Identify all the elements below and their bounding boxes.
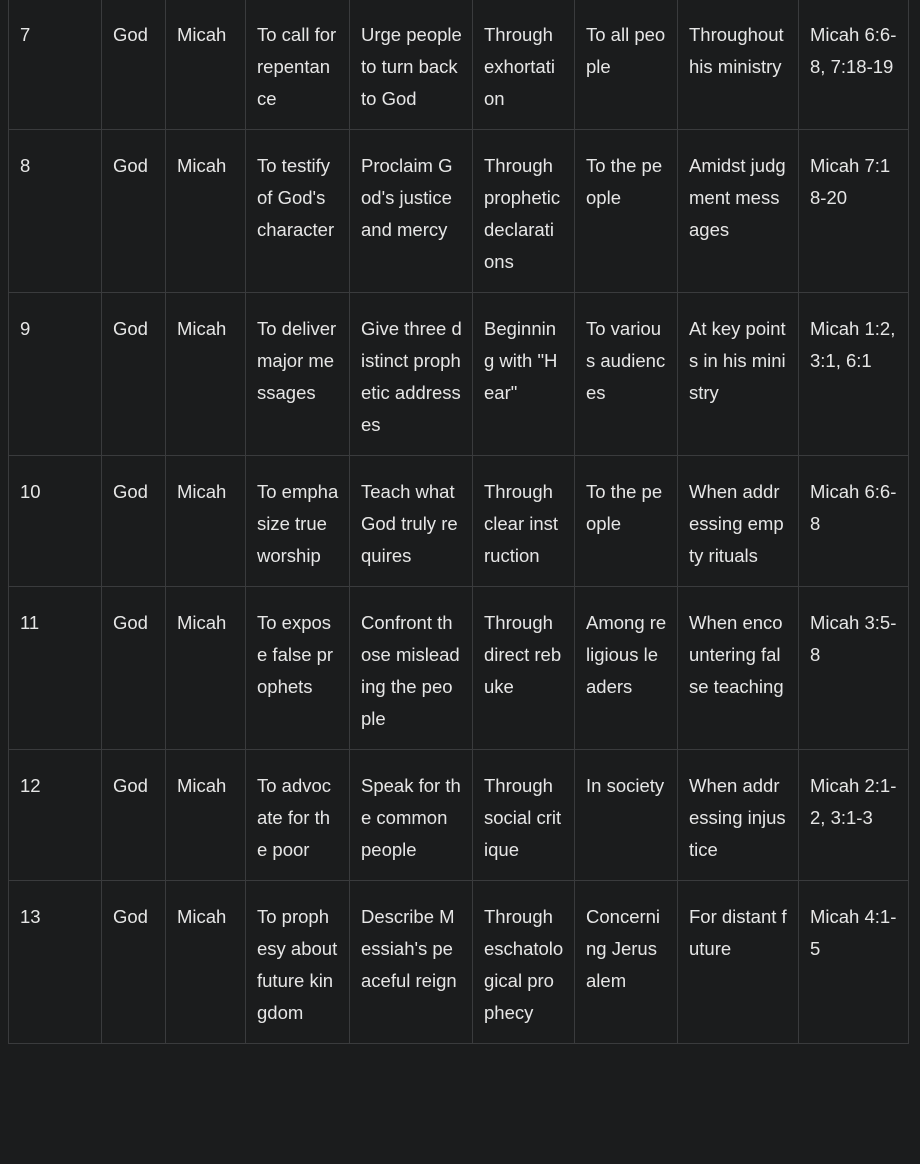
cell-method: Through social critique (473, 750, 575, 881)
cell-purpose: To expose false prophets (246, 587, 350, 750)
cell-method: Through direct rebuke (473, 587, 575, 750)
table-row (9, 750, 909, 881)
cell-number: 9 (9, 293, 102, 456)
cell-audience: Among religious leaders (575, 587, 678, 750)
table-row (9, 0, 909, 130)
cell-audience: In society (575, 750, 678, 881)
cell-purpose: To emphasize true worship (246, 456, 350, 587)
table-row (9, 587, 909, 750)
cell-action: Give three distinct prophetic addresses (350, 293, 473, 456)
cell-context: When addressing empty rituals (678, 456, 799, 587)
cell-agent: Micah (166, 881, 246, 1044)
cell-action: Confront those misleading the people (350, 587, 473, 750)
cell-audience: To the people (575, 456, 678, 587)
cell-number: 11 (9, 587, 102, 750)
cell-context: Throughout his ministry (678, 0, 799, 130)
cell-purpose: To call for repentance (246, 0, 350, 130)
table-body (9, 0, 909, 1044)
cell-sender: God (102, 750, 166, 881)
cell-action: Describe Messiah's peaceful reign (350, 881, 473, 1044)
cell-reference: Micah 3:5-8 (799, 587, 909, 750)
cell-agent: Micah (166, 0, 246, 130)
cell-context: At key points in his ministry (678, 293, 799, 456)
cell-audience: Concerning Jerusalem (575, 881, 678, 1044)
cell-number: 13 (9, 881, 102, 1044)
cell-agent: Micah (166, 130, 246, 293)
cell-context: For distant future (678, 881, 799, 1044)
cell-number: 8 (9, 130, 102, 293)
cell-agent: Micah (166, 750, 246, 881)
cell-sender: God (102, 881, 166, 1044)
cell-sender: God (102, 587, 166, 750)
cell-agent: Micah (166, 456, 246, 587)
cell-action: Urge people to turn back to God (350, 0, 473, 130)
cell-purpose: To advocate for the poor (246, 750, 350, 881)
cell-reference: Micah 7:18-20 (799, 130, 909, 293)
cell-audience: To various audiences (575, 293, 678, 456)
cell-action: Teach what God truly requires (350, 456, 473, 587)
table-row (9, 881, 909, 1044)
cell-purpose: To testify of God's character (246, 130, 350, 293)
cell-action: Speak for the common people (350, 750, 473, 881)
cell-method: Through exhortation (473, 0, 575, 130)
cell-purpose: To prophesy about future kingdom (246, 881, 350, 1044)
cell-context: When encountering false teaching (678, 587, 799, 750)
table-container (8, 0, 908, 1044)
cell-reference: Micah 6:6-8, 7:18-19 (799, 0, 909, 130)
cell-purpose: To deliver major messages (246, 293, 350, 456)
cell-sender: God (102, 0, 166, 130)
cell-context: When addressing injustice (678, 750, 799, 881)
cell-reference: Micah 1:2, 3:1, 6:1 (799, 293, 909, 456)
cell-number: 7 (9, 0, 102, 130)
cell-sender: God (102, 293, 166, 456)
cell-agent: Micah (166, 587, 246, 750)
cell-audience: To the people (575, 130, 678, 293)
cell-reference: Micah 6:6-8 (799, 456, 909, 587)
cell-sender: God (102, 456, 166, 587)
cell-context: Amidst judgment messages (678, 130, 799, 293)
table-row (9, 293, 909, 456)
cell-audience: To all people (575, 0, 678, 130)
cell-method: Through prophetic declarations (473, 130, 575, 293)
table-row (9, 456, 909, 587)
cell-method: Beginning with "Hear" (473, 293, 575, 456)
cell-number: 10 (9, 456, 102, 587)
cell-method: Through eschatological prophecy (473, 881, 575, 1044)
cell-reference: Micah 2:1-2, 3:1-3 (799, 750, 909, 881)
cell-reference: Micah 4:1-5 (799, 881, 909, 1044)
cell-method: Through clear instruction (473, 456, 575, 587)
cell-agent: Micah (166, 293, 246, 456)
cell-number: 12 (9, 750, 102, 881)
cell-action: Proclaim God's justice and mercy (350, 130, 473, 293)
table-row (9, 130, 909, 293)
data-table (8, 0, 909, 1044)
cell-sender: God (102, 130, 166, 293)
